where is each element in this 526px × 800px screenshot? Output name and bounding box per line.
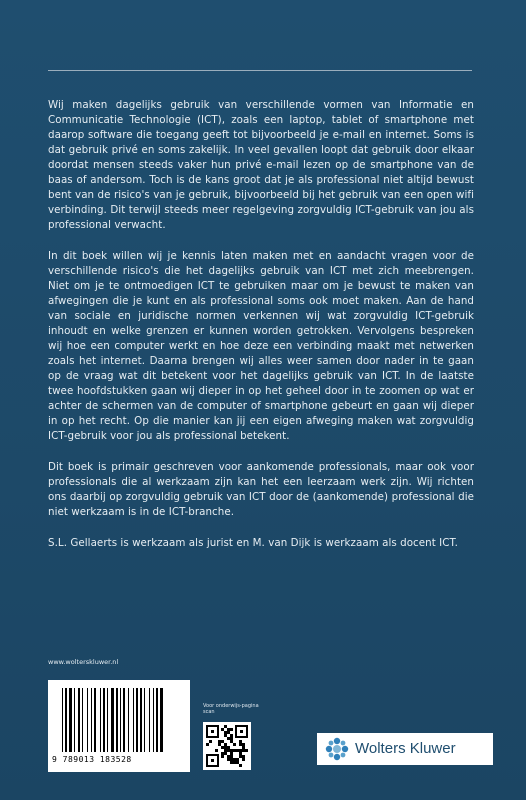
barcode-bar: [123, 688, 125, 752]
barcode-bar: [91, 688, 92, 752]
qr-module: [221, 755, 224, 758]
barcode-bar: [136, 688, 138, 752]
barcode-bar: [120, 688, 121, 752]
paragraph-contents: In dit boek willen wij je kennis laten maken met en aandacht vragen voor de verschillende risico's die het dagelijks gebruik van ICT met zich meebrengen. Niet om je te ontmoedigen ICT te gebruiken maar om je bewust te maken van afwegingen die je kunt en als professional soms ook moet maken. Aan de hand van sociale en juridische normen verkennen wij wat zorgvuldig ICT-gebruik inhoudt en welke grenzen er kunnen worden getrokken. Vervolgens bespreken wij hoe een computer werkt en hoe deze een verbinding maakt met netwerken zoals het internet. Daarna brengen wij alles weer samen door nader in te gaan op de vraag wat dit betekent voor het dagelijks gebruik van ICT. In de laatste twee hoofdstukken gaan wij dieper in op het geheel door in te zoomen op wat er achter de schermen van de computer of smartphone gebeurt en gaan wij dieper in op het recht. Op die manier kan jij een eigen afweging maken wat zorgvuldig ICT-gebruik voor jou als professional betekent.: [48, 250, 474, 442]
barcode-bar: [128, 688, 129, 752]
barcode-bar: [69, 688, 72, 752]
barcode-bar: [82, 688, 83, 752]
barcode-bar: [65, 688, 67, 752]
qr-module: [239, 764, 242, 767]
barcode-bars: [62, 688, 180, 752]
qr-module: [233, 743, 236, 746]
barcode-bar: [74, 688, 75, 752]
scan-label: Voor onderwijs-pagina scan: [203, 703, 259, 715]
paragraph-audience: Dit boek is primair geschreven voor aankomende professionals, maar ook voor professionals die al werkzaam zijn kan het een leerzaam werk zijn. Wij richten ons daarbij op zorgvuldig gebruik van ICT door de (aankomende) professional die niet werkzaam is in de ICT-branche.: [48, 461, 474, 518]
barcode-bar: [94, 688, 96, 752]
barcode-bar: [62, 688, 63, 752]
barcode-bar: [100, 688, 101, 752]
barcode-bar: [116, 688, 118, 752]
publisher-logo: [317, 733, 493, 765]
qr-module: [209, 740, 212, 743]
barcode-icon: [48, 680, 190, 772]
qr-finder: [235, 725, 248, 738]
paragraph-intro: Wij maken dagelijks gebruik van verschillende vormen van Informatie en Communicatie Technologie (ICT), zoals een laptop, tablet of smartphone met daarop software die toegang geeft tot bijvoorbeeld je e-mail en internet. Soms is dat gebruik privé en soms zakelijk. In veel gevallen loopt dat gebruik door elkaar doordat mensen steeds vaker hun privé e-mail lezen op de smartphone van de baas of andersom. Toch is de kans groot dat je als professional niet altijd bewust bent van de risico's van je gebruik, bijvoorbeeld bij het gebruik van een open wifi verbinding. Dit terwijl steeds meer regelgeving zorgvuldig ICT-gebruik van jou als professional verwacht.: [48, 99, 474, 231]
qr-module: [242, 758, 245, 761]
top-divider: [48, 70, 472, 71]
publisher-url: www.wolterskluwer.nl: [48, 658, 119, 666]
barcode-bar: [133, 688, 134, 752]
barcode-bar: [156, 688, 158, 752]
blurb: [48, 98, 474, 567]
barcode-bar: [160, 688, 163, 752]
barcode-bar: [78, 688, 80, 752]
paragraph-authors: S.L. Gellaerts is werkzaam als jurist en M. van Dijk is werkzaam als docent ICT.: [48, 537, 458, 549]
qr-code-icon: [203, 722, 251, 770]
qr-finder: [206, 754, 219, 767]
qr-finder: [206, 725, 219, 738]
barcode-bar: [87, 688, 88, 752]
qr-module: [206, 743, 209, 746]
wolters-kluwer-logo-icon: [325, 737, 349, 761]
qr-module: [230, 728, 233, 731]
qr-module: [215, 749, 218, 752]
barcode-bar: [103, 688, 105, 752]
brand-name: Wolters Kluwer: [355, 740, 456, 757]
barcode-bar: [153, 688, 154, 752]
barcode-bar: [107, 688, 108, 752]
isbn-digits: 9 789013 183528: [52, 755, 132, 764]
barcode-bar: [111, 688, 114, 752]
barcode-bar: [140, 688, 142, 752]
barcode-bar: [149, 688, 150, 752]
barcode-bar: [144, 688, 145, 752]
qr-module: [245, 749, 248, 752]
